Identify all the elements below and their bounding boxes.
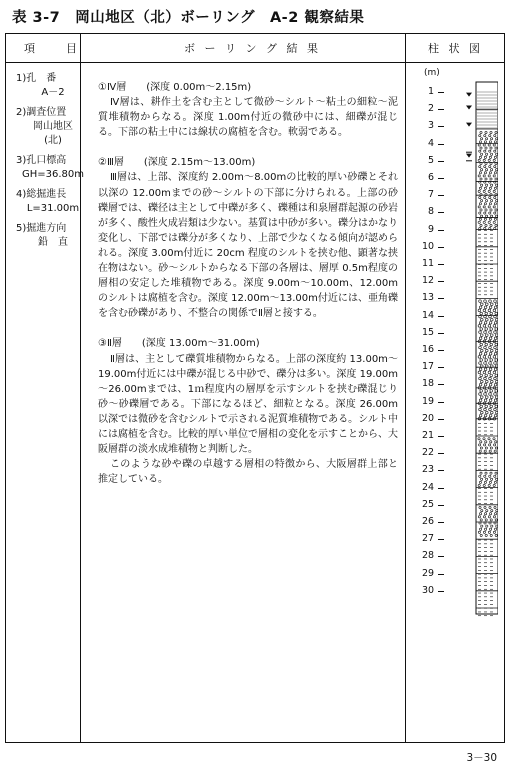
- item-list: [16, 72, 84, 256]
- depth-label: 13: [422, 292, 435, 304]
- depth-tick: [438, 178, 444, 179]
- item-elevation: 3)孔口標高 GH=36.80m: [16, 155, 85, 180]
- depth-tick: [438, 281, 444, 282]
- depth-label: 15: [422, 326, 435, 338]
- depth-label: 20: [422, 412, 435, 424]
- depth-label: 10: [422, 240, 435, 252]
- item-direction: 5)掘進方向 鉛 直: [16, 223, 68, 248]
- depth-tick: [438, 333, 444, 334]
- section-body: Ⅳ層は、耕作土を含む主として微砂～シルト～粘土の細粒～泥質堆積物からなる。深度 1.00m付近の微砂中には、細礫が混じる。下部の粘土中には線状の腐植を含む。軟弱である。: [98, 97, 398, 139]
- boring-log-graphic: [466, 78, 498, 618]
- depth-tick: [438, 316, 444, 317]
- depth-label: 21: [422, 430, 435, 441]
- depth-tick: [438, 367, 444, 368]
- item-total-length: 4)総掘進長 L=31.00m: [16, 189, 80, 214]
- depth-label: 14: [422, 309, 435, 321]
- depth-label: 1: [428, 86, 435, 97]
- depth-label: 19: [422, 395, 435, 407]
- section-layer-4: [98, 80, 398, 140]
- depth-label: 22: [422, 447, 435, 459]
- depth-tick: [438, 419, 444, 420]
- depth-tick: [438, 109, 444, 110]
- depth-tick: [438, 488, 444, 489]
- section-heading: ②Ⅲ層 (深度 2.15m～13.00m): [98, 157, 256, 169]
- section-layer-2: [98, 336, 398, 487]
- depth-label: 3: [428, 120, 435, 132]
- depth-label: 27: [422, 533, 435, 545]
- depth-tick: [438, 161, 444, 162]
- column-divider-right: [405, 34, 406, 742]
- result-text: [98, 80, 398, 502]
- section-heading: ①Ⅳ層 (深度 0.00m～2.15m): [98, 82, 252, 93]
- depth-tick: [438, 453, 444, 454]
- item-hole-number: 1)孔 番 A－2: [16, 73, 65, 98]
- depth-tick: [438, 539, 444, 540]
- depth-label: 26: [422, 516, 435, 527]
- depth-tick: [438, 298, 444, 299]
- depth-label: 18: [422, 378, 435, 390]
- depth-tick: [438, 195, 444, 196]
- header-column: 柱 状 図: [428, 42, 483, 55]
- section-body: Ⅲ層は、上部、深度約 2.00m～8.00mの比較的厚い砂礫とそれ以深の 12.00mまでの砂～シルトの下部に分けられる。上部の砂礫層では、礫径は主として中礫が多く、礫種は和泉層群起源の砂岩が多く、酸性火成岩類は少ない。基質は中砂が多い。礫分はかなり変化し、下部では礫分が多くなり、上部で少なくなる傾向が認められる。深度 3.00m付近に 20cm 程度のシルトを挟む他、顕著な挟在物はない。砂～シルトからなる下部の各層は、層厚 0.5m程度の層相の安定した堆積物である。深度 9.00m～10.00m、12.00mのシルトは腐植を含む。深度 12.00m～13.00m付近には、亜角礫を含む砂礫があり、不整合の関係でⅡ層と接する。: [98, 172, 398, 320]
- depth-tick: [438, 591, 444, 592]
- depth-tick: [438, 144, 444, 145]
- depth-label: 11: [422, 258, 435, 269]
- item-survey-location: 2)調査位置 岡山地区 (北): [16, 107, 73, 146]
- depth-label: 4: [428, 137, 435, 149]
- depth-tick: [438, 264, 444, 265]
- depth-tick: [438, 470, 444, 471]
- section-body: Ⅱ層は、主として礫質堆積物からなる。上部の深度約 13.00m～19.00m付近には中礫が混じる中砂で、礫分は多い。深度 19.00m～26.00mまでは、1ｍ程度内の層厚を示すシルトを挟む礫混じり砂～砂礫層である。下部になるほど、細粒となる。深度 26.00m以深では微砂を含むシルトで示される泥質堆積物である。シルト中には腐植を含む。比較的厚い単位で層相の変化を示すことから、大阪層群の淡水成堆積物と判断した。: [98, 353, 398, 456]
- depth-label: 6: [428, 172, 435, 183]
- boring-log-column: [414, 34, 506, 742]
- depth-tick: [438, 436, 444, 437]
- depth-label: 12: [422, 275, 435, 287]
- depth-tick: [438, 574, 444, 575]
- depth-label: 16: [422, 344, 435, 355]
- depth-tick: [438, 350, 444, 351]
- page-number: 3－30: [466, 752, 497, 764]
- depth-tick: [438, 505, 444, 506]
- depth-tick: [438, 230, 444, 231]
- header-item: 項 目: [24, 42, 80, 55]
- depth-label: 5: [428, 154, 435, 166]
- section-heading: ③Ⅱ層 (深度 13.00m～31.00m): [98, 338, 260, 350]
- depth-tick: [438, 556, 444, 557]
- section-layer-3: [98, 155, 398, 321]
- depth-tick: [438, 126, 444, 127]
- depth-unit: (m): [424, 68, 440, 78]
- header-result: ボ ー リ ン グ 結 果: [184, 42, 321, 55]
- depth-label: 2: [428, 103, 435, 115]
- depth-label: 30: [422, 584, 435, 596]
- depth-label: 9: [428, 223, 435, 235]
- results-table: [5, 33, 505, 743]
- depth-tick: [438, 92, 444, 93]
- depth-label: 28: [422, 550, 435, 562]
- depth-tick: [438, 384, 444, 385]
- depth-label: 8: [428, 206, 435, 218]
- depth-tick: [438, 402, 444, 403]
- depth-label: 23: [422, 464, 435, 476]
- depth-label: 24: [422, 481, 435, 493]
- depth-label: 17: [422, 361, 435, 373]
- depth-label: 25: [422, 498, 435, 510]
- depth-tick: [438, 212, 444, 213]
- depth-label: 29: [422, 567, 435, 579]
- depth-label: 7: [428, 189, 435, 201]
- section-conclusion: このような砂や礫の卓越する層相の特徴から、大阪層群上部と推定している。: [98, 459, 398, 486]
- page-title: 表 3-7 岡山地区（北）ボーリング A-2 観察結果: [12, 10, 365, 26]
- depth-tick: [438, 522, 444, 523]
- depth-tick: [438, 247, 444, 248]
